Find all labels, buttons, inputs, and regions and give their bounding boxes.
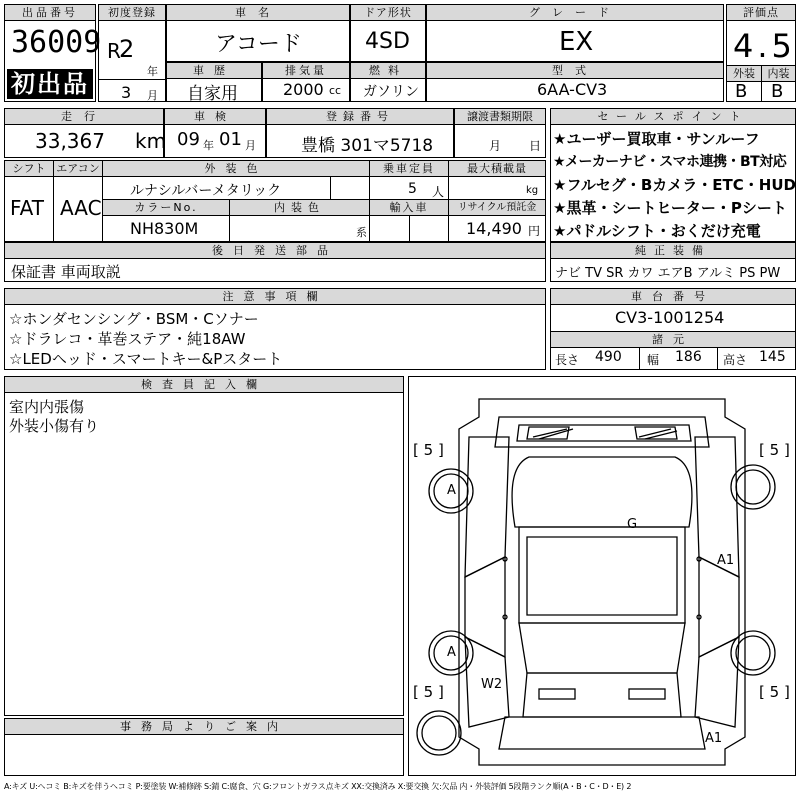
sales-point-item: ★メーカーナビ・スマホ連携・BT対応 <box>553 154 787 170</box>
later-parts-box <box>4 242 546 282</box>
inspection-month: 01 <box>219 129 242 150</box>
notes-label: 注意事項欄 <box>5 289 545 305</box>
history-box <box>166 62 262 102</box>
later-parts-label: 後日発送部品 <box>5 243 545 259</box>
chassis-label: 車台番号 <box>551 289 795 305</box>
interior-color-unit: 系 <box>356 226 367 239</box>
tire-depth: [ 5 ] <box>413 441 444 459</box>
first-reg-month-unit: 月 <box>147 89 158 102</box>
max-load-label: 最大積載量 <box>449 161 545 177</box>
note-item: ☆ホンダセンシング・BSM・Cソナー <box>9 310 259 328</box>
capacity-label: 乗車定員 <box>370 161 448 177</box>
exterior-color-value: ルナシルバーメタリック <box>130 183 282 199</box>
transfer-day-unit: 日 <box>529 139 542 153</box>
score-int: B <box>771 81 784 102</box>
grade-value: EX <box>559 27 594 57</box>
shift-value: FAT <box>10 196 45 220</box>
equipment-box <box>550 242 796 282</box>
displacement-label: 排気量 <box>263 63 349 79</box>
first-reg-year-unit: 年 <box>147 65 158 78</box>
tire-depth: [ 5 ] <box>413 683 444 701</box>
score-ext: B <box>735 81 748 102</box>
height-value: 145 <box>759 349 786 365</box>
displacement-value: 2000 <box>283 80 324 99</box>
aircon-value: AAC <box>60 196 102 220</box>
first-listing-badge: 初出品 <box>7 69 93 99</box>
tire-depth: [ 5 ] <box>759 683 790 701</box>
inspection-year: 09 <box>177 129 200 150</box>
legend: A:キズ U:ヘコミ B:キズを伴うヘコミ P:要塗装 W:補修跡 S:錆 C:腐食、穴 G:フロントガラス点キズ XX:交換済み X:要交換 欠:欠品 内・外装評価 5段階ランク順(A・B・C・D・E) 2 <box>4 782 632 791</box>
mileage-box <box>4 108 167 158</box>
width-value: 186 <box>675 349 702 365</box>
door-value: 4SD <box>365 29 410 54</box>
color-no-label: カラーNo. <box>103 200 229 216</box>
tire-depth-value: 5 <box>423 441 434 459</box>
damage-mark: A1 <box>717 553 735 568</box>
note-item: ☆LEDヘッド・スマートキー&Pスタート <box>9 350 283 368</box>
max-load-unit: kg <box>526 185 539 196</box>
note-item: ☆ドラレコ・革巻ステア・純18AW <box>9 330 246 348</box>
car-name-label: 車名 <box>167 5 349 21</box>
tire-depth: [ 5 ] <box>759 441 790 459</box>
recycle-value: 14,490 <box>466 219 522 238</box>
exterior-color-label: 外装色 <box>103 161 369 177</box>
displacement-box <box>262 62 350 102</box>
history-value: 自家用 <box>187 84 238 104</box>
fuel-label: 燃料 <box>351 63 425 79</box>
aircon-label: エアコン <box>54 161 102 177</box>
tire-depth-value: 5 <box>769 441 780 459</box>
lot-box <box>4 4 102 102</box>
score-box <box>726 4 796 102</box>
interior-color-label: 内装色 <box>230 200 369 216</box>
door-label: ドア形状 <box>351 5 425 21</box>
lot-label: 出品番号 <box>5 5 95 21</box>
damage-mark: A <box>447 483 456 498</box>
mileage-unit: km <box>135 129 167 153</box>
score-label: 評価点 <box>727 5 795 21</box>
score-value: 4.5 <box>733 27 796 65</box>
fuel-value: ガソリン <box>363 84 419 100</box>
equipment-label: 純正装備 <box>551 243 795 259</box>
door-box <box>350 4 426 62</box>
first-reg-era: R <box>107 39 121 63</box>
mileage-value: 33,367 <box>35 129 105 153</box>
registration-box <box>266 108 454 158</box>
inspector-line: 外装小傷有り <box>9 417 100 435</box>
recycle-label: リサイクル預託金 <box>449 200 545 216</box>
registration-label: 登録番号 <box>267 109 453 125</box>
sales-point-item: ★黒革・シートヒーター・Pシート <box>553 199 787 217</box>
office-label: 事務局よりご案内 <box>5 719 403 735</box>
transfer-box <box>454 108 546 158</box>
first-reg-year: 2 <box>119 35 135 63</box>
shift-label: シフト <box>5 161 53 177</box>
equipment-value: ナビ TV SR カワ エアB アルミ PS PW <box>555 266 781 281</box>
damage-mark: A1 <box>705 731 723 746</box>
tire-depth-value: 5 <box>423 683 434 701</box>
grade-box <box>426 4 724 62</box>
fuel-box <box>350 62 426 102</box>
inspection-label: 車検 <box>165 109 265 125</box>
grade-label: グレード <box>427 5 723 21</box>
import-label: 輸入車 <box>370 200 448 216</box>
length-value: 490 <box>595 349 622 365</box>
length-label: 長さ <box>555 353 580 367</box>
sales-point-item: ★ユーザー買取車・サンルーフ <box>553 130 760 148</box>
model-label: 型式 <box>427 63 723 79</box>
registration-value: 豊橋 301マ5718 <box>301 136 434 156</box>
model-value: 6AA-CV3 <box>537 80 608 99</box>
history-label: 車歴 <box>167 63 261 79</box>
mileage-label: 走行 <box>5 109 163 125</box>
recycle-unit: 円 <box>528 224 541 238</box>
displacement-unit: cc <box>329 84 342 97</box>
first-reg-label: 初度登録 <box>99 5 165 21</box>
model-box <box>426 62 724 102</box>
sales-point-item: ★フルセグ・Bカメラ・ETC・HUD <box>553 176 796 194</box>
inspector-line: 室内内張傷 <box>9 398 85 416</box>
damage-mark: A <box>447 645 456 660</box>
car-name-box <box>166 4 350 62</box>
damage-diagram <box>408 376 796 776</box>
first-reg-box <box>98 4 166 102</box>
transfer-label: 譲渡書類期限 <box>455 109 545 125</box>
car-outline <box>409 377 795 775</box>
width-label: 幅 <box>647 353 660 367</box>
damage-mark: W2 <box>481 677 503 692</box>
score-ext-label: 外装 <box>727 65 761 82</box>
tire-depth-value: 5 <box>769 683 780 701</box>
later-parts-value: 保証書 車両取説 <box>11 263 121 281</box>
car-name-value: アコード <box>215 32 302 57</box>
notes-box <box>4 288 546 370</box>
inspection-month-unit: 月 <box>245 139 256 152</box>
score-int-label: 内装 <box>761 65 795 82</box>
chassis-box <box>550 288 796 370</box>
capacity-unit: 人 <box>432 185 445 199</box>
lot-number: 36009 <box>11 25 102 60</box>
first-reg-month: 3 <box>121 83 132 102</box>
inspection-box <box>164 108 266 158</box>
transfer-month-unit: 月 <box>489 139 502 153</box>
office-box <box>4 718 404 776</box>
damage-mark: G <box>627 517 638 532</box>
sales-point-item: ★パドルシフト・おくだけ充電 <box>553 222 761 240</box>
sales-points-box <box>550 108 796 242</box>
inspection-year-unit: 年 <box>203 139 214 152</box>
capacity-value: 5 <box>408 181 417 197</box>
chassis-value: CV3-1001254 <box>615 308 725 327</box>
color-no-value: NH830M <box>130 219 199 238</box>
sales-points-label: セールスポイント <box>551 109 795 125</box>
inspector-label: 検査員記入欄 <box>5 377 403 393</box>
inspector-box <box>4 376 404 716</box>
height-label: 高さ <box>723 353 748 367</box>
specs-label: 諸元 <box>551 331 795 348</box>
